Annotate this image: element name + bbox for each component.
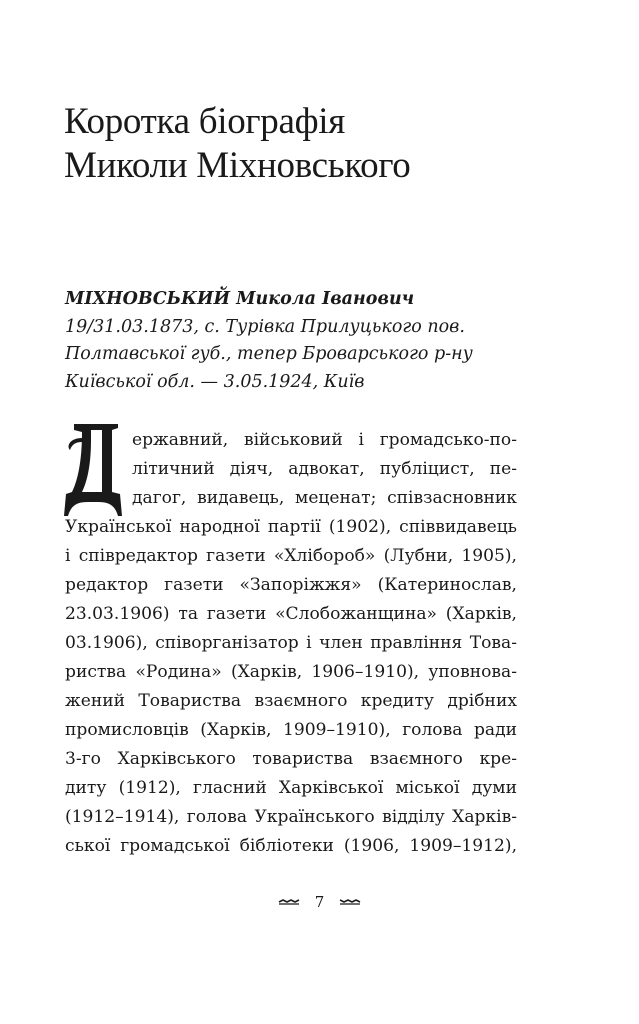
biography-text [65,426,517,861]
text-line: диту (1912), гласний Харківської міської думи [65,778,517,798]
birth-info-line-3: Київської обл. — 3.05.1924, Київ [65,371,365,392]
person-name: МІХНОВСЬКИЙ Микола Іванович [65,289,415,309]
text-line: 23.03.1906) та газети «Слобожанщина» (Харків, [65,604,517,624]
text-line: (1912–1914), голова Українського відділу Харків- [65,807,517,827]
chapter-title-line-2: Миколи Міхновського [64,145,411,186]
text-line: 03.1906), співорганізатор і член правління Това- [65,633,517,653]
text-line: промисловців (Харків, 1909–1910), голова ради [65,720,517,740]
text-line: дагог, видавець, меценат; співзасновник [132,488,517,508]
text-line: 3-го Харківського товариства взаємного кре- [65,749,517,769]
page-footer [0,891,639,912]
chapter-title-line-1: Коротка біографія [64,101,345,142]
chapter-title [64,100,584,188]
text-line: жений Товариства взаємного кредиту дрібних [65,691,517,711]
text-line: і співредактор газети «Хлібороб» (Лубни, 1905), [65,546,517,566]
birth-info-line-2: Полтавської губ., тепер Броварського р-ну [65,344,473,364]
text-line: літичний діяч, адвокат, публіцист, пе- [132,459,517,479]
page-number: 7 [314,893,325,911]
text-line: риства «Родина» (Харків, 1906–1910), уповнова- [65,662,517,682]
text-line: редактор газети «Запоріжжя» (Катеринослав, [65,575,517,595]
ornament-right-icon [339,898,361,906]
text-line: Української народної партії (1902), співвидавець [65,517,517,537]
text-line: ської громадської бібліотеки (1906, 1909–1912), [65,836,517,856]
text-line: ержавний, військовий і громадсько-по- [132,430,517,450]
biography-header [65,286,585,396]
birth-info-line-1: 19/31.03.1873, с. Турівка Прилуцького пов. [65,316,465,337]
ornament-left-icon [278,898,300,906]
